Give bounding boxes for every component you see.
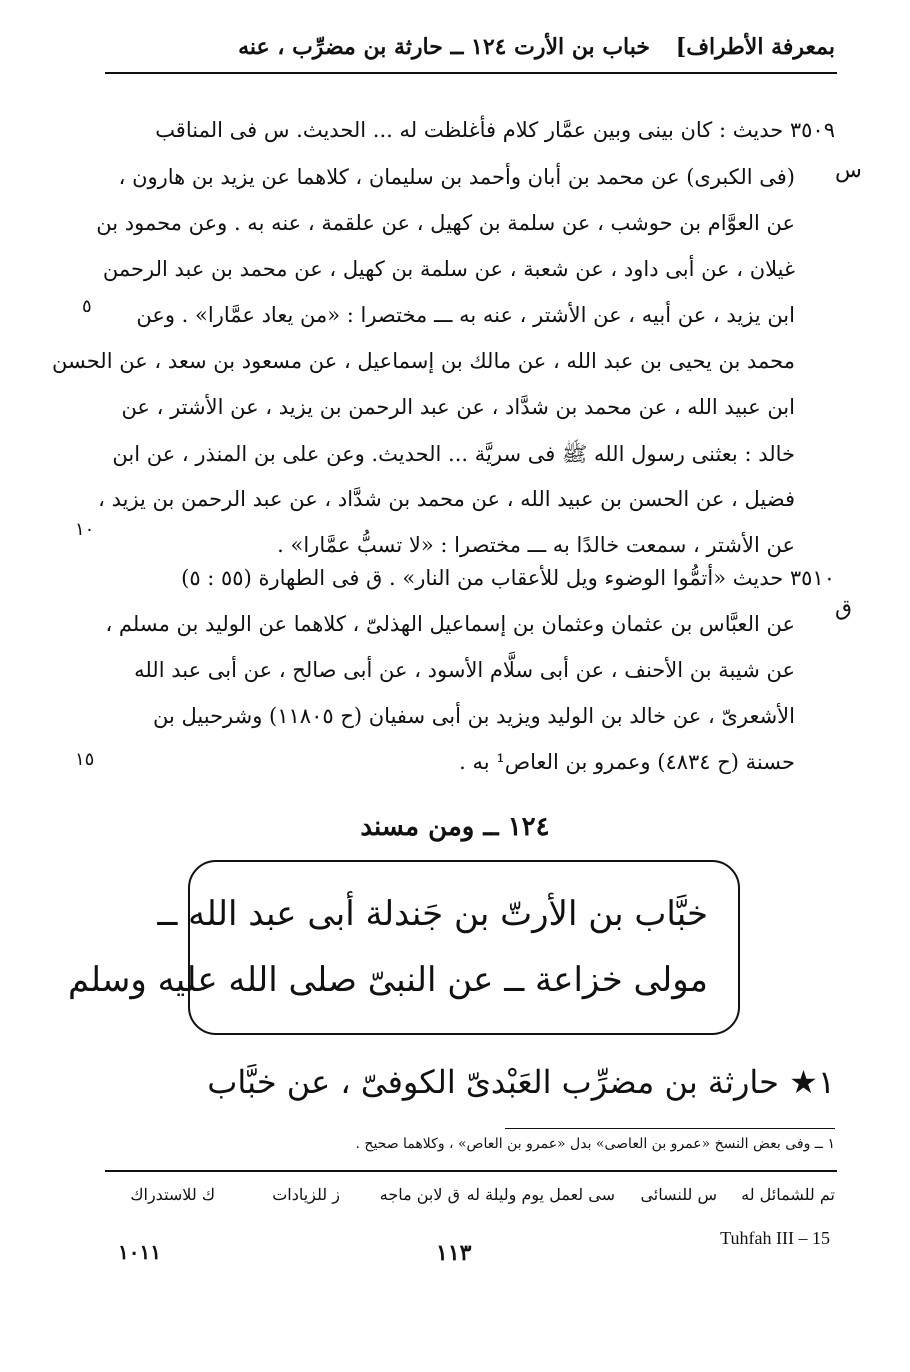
body-line-1: ٣٥٠٩ حديث : كان بينى وبين عمَّار كلام فأغلظت له ... الحديث. س فى المناقب (155, 118, 835, 142)
body-line-8: خالد : بعثنى رسول الله ﷺ فى سريَّة ... الحديث. وعن على بن المنذر ، عن ابن (112, 442, 795, 466)
body-line-5: ابن يزيد ، عن أبيه ، عن الأشتر ، عنه به ـــ مختصرا : «من يعاد عمَّارا» . وعن (136, 303, 795, 327)
body-line-15: حسنة (ح ٤٨٣٤) وعمرو بن العاص¹ به . (459, 750, 795, 774)
entry-heading: ١★ حارثة بن مضرِّب العَبْدىّ الكوفىّ ، عن خبَّاب (207, 1063, 835, 1101)
frame-line-2: مولى خزاعة ــ عن النبىّ صلى الله عليه وسلم (67, 960, 708, 1000)
siglum-legend (100, 1185, 835, 1215)
legend-item-ibn-majah: ق لابن ماجه (379, 1185, 460, 1204)
body-line-11: ٣٥١٠ حديث «أتمُّوا الوضوء ويل للأعقاب من النار» . ق فى الطهارة (٥٥ : ٥) (181, 566, 835, 590)
body-line-12: عن العبَّاس بن عثمان وعثمان بن إسماعيل الهذلىّ ، كلاهما عن الوليد بن مسلم ، (105, 612, 795, 636)
body-line-9: فضيل ، عن الحسن بن عبيد الله ، عن محمد بن شدَّاد ، عن عبد الرحمن بن يزيد ، (98, 487, 795, 511)
body-line-3: عن العوَّام بن حوشب ، عن سلمة بن كهيل ، عن علقمة ، عنه به . وعن محمود بن (96, 211, 795, 235)
musnad-title-frame (67, 860, 740, 1035)
legend-item-nasai: س للنسائى (640, 1185, 717, 1204)
body-line-4: غيلان ، عن أبى داود ، عن شعبة ، عن سلمة بن كهيل ، عن محمد بن عبد الرحمن (102, 257, 795, 281)
line-number-10: ١٠ (75, 519, 95, 540)
footnote: ١ ــ وفى بعض النسخ «عمرو بن العاصى» بدل «عمرو بن العاص» ، وكلاهما صحيح . (355, 1136, 835, 1152)
sequence-number: ١٠١١ (118, 1240, 161, 1264)
line-number-5: ٥ (82, 296, 92, 317)
line-number-15: ١٥ (75, 749, 95, 770)
footnote-rule (505, 1128, 835, 1129)
body-line-7: ابن عبيد الله ، عن محمد بن شدَّاد ، عن عبد الرحمن بن يزيد ، عن الأشتر ، عن (121, 395, 795, 419)
body-line-14: الأشعرىّ ، عن خالد بن الوليد ويزيد بن أبى سفيان (ح ١١٨٠٥) وشرحبيل بن (152, 704, 795, 728)
legend-item-istidrak: ك للاستدراك (130, 1185, 215, 1204)
legend-item-ziyadat: ز للزيادات (272, 1185, 340, 1204)
body-line-10: عن الأشتر ، سمعت خالدًا به ـــ مختصرا : «لا تسبُّ عمَّارا» . (277, 533, 795, 557)
frame-line-1: خبَّاب بن الأرتّ بن جَندلة أبى عبد الله ــ (157, 894, 708, 934)
legend-rule (105, 1170, 837, 1172)
volume-code: Tuhfah III – 15 (720, 1228, 830, 1248)
header-right: بمعرفة الأطراف] (675, 34, 835, 60)
margin-symbol-sin: س (835, 158, 862, 183)
body-line-2: (فى الكبرى) عن محمد بن أبان وأحمد بن سليمان ، كلاهما عن يزيد بن هارون ، (118, 165, 795, 189)
header-center: خباب بن الأرت ١٢٤ ــ حارثة بن مضرِّب ، عنه (238, 34, 650, 60)
legend-item-amal: سى لعمل يوم وليلة له (466, 1185, 615, 1204)
body-line-13: عن شيبة بن الأحنف ، عن أبى سلَّام الأسود ، عن أبى صالح ، عن أبى عبد الله (134, 658, 795, 682)
running-header (105, 30, 835, 70)
section-heading: ١٢٤ ــ ومن مسند (360, 812, 550, 842)
margin-symbol-qaf: ق (835, 596, 853, 621)
legend-item-shamail: تم للشمائل له (741, 1185, 835, 1204)
body-line-6: محمد بن يحيى بن عبد الله ، عن مالك بن إسماعيل ، عن مسعود بن سعد ، عن الحسن (52, 349, 795, 373)
page-number: ١١٣ (436, 1240, 472, 1266)
header-rule (105, 72, 837, 74)
